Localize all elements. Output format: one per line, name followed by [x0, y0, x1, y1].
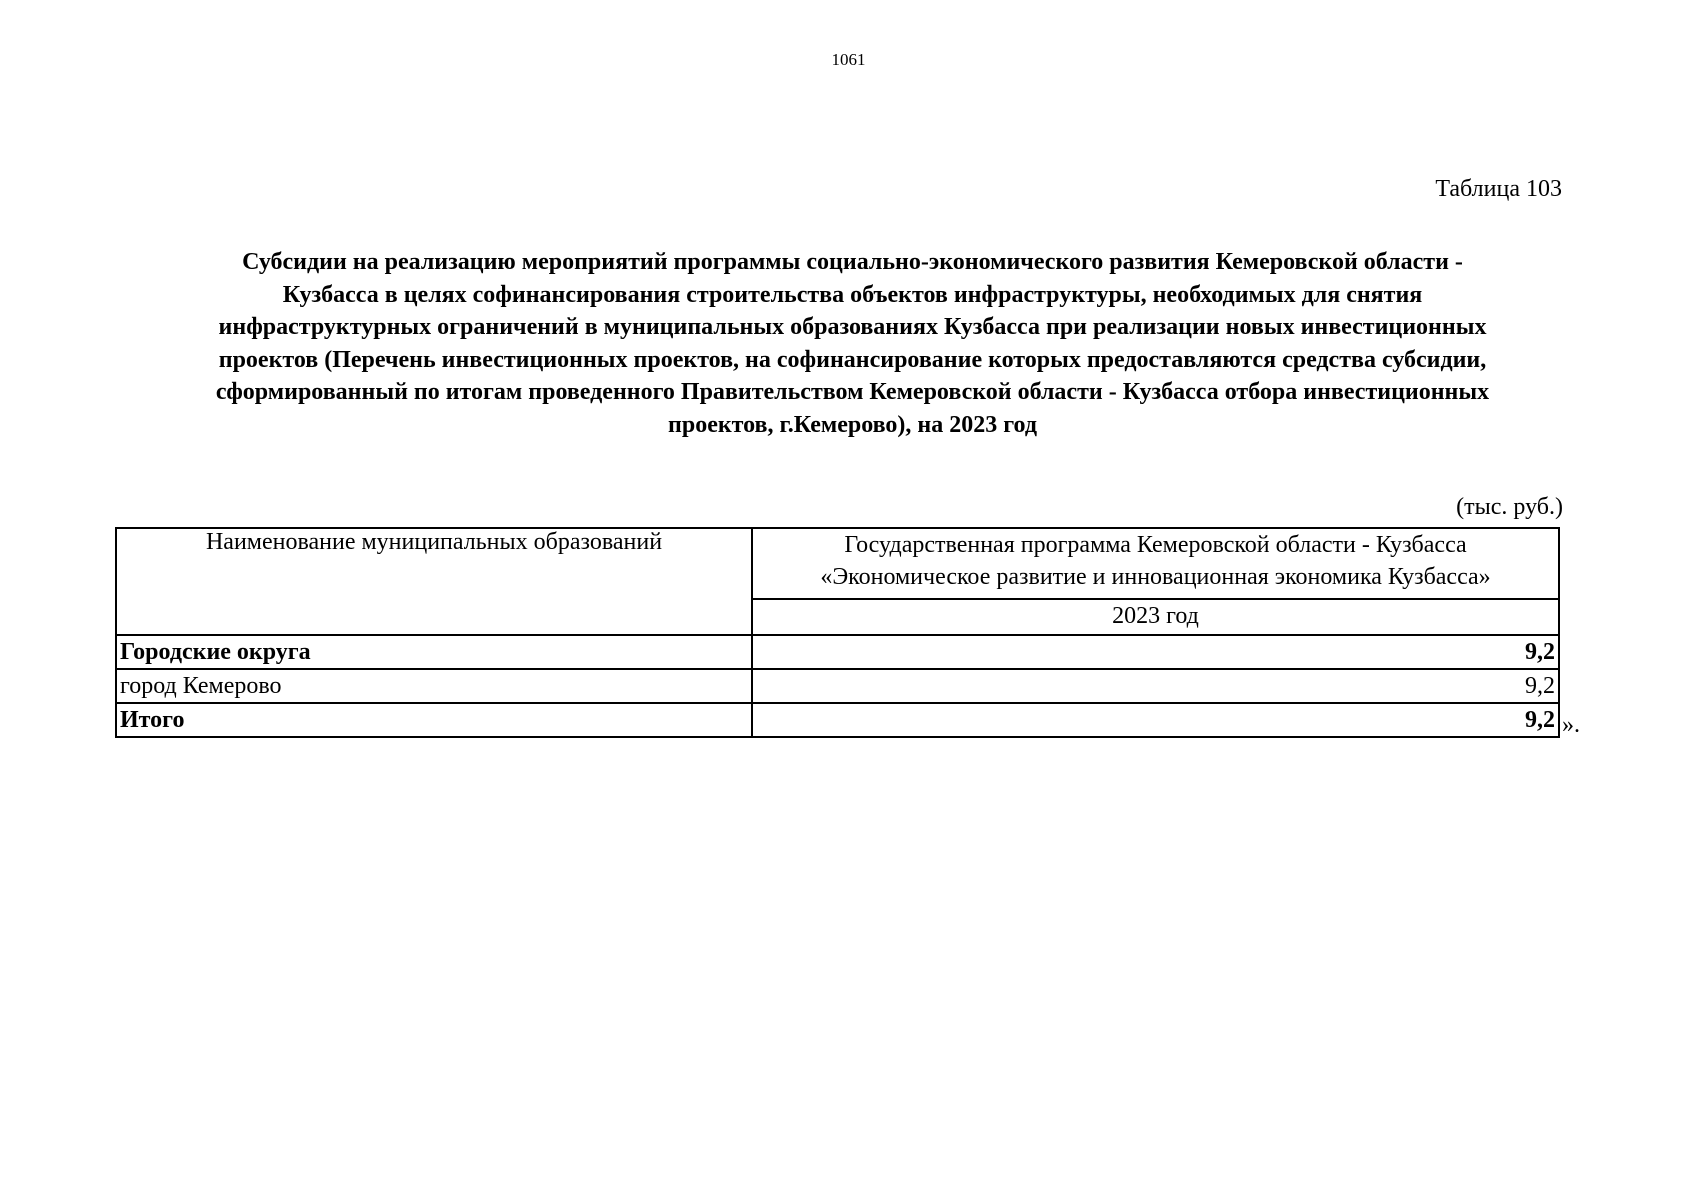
- document-title: [120, 246, 1585, 441]
- row-name-cell: Итого: [116, 703, 752, 737]
- closing-quote-mark: ».: [1562, 712, 1580, 738]
- row-value-cell: 9,2: [752, 635, 1559, 669]
- row-name-cell: город Кемерово: [116, 669, 752, 703]
- table-label: Таблица 103: [1435, 176, 1562, 202]
- row-value-cell: 9,2: [752, 703, 1559, 737]
- title-line: сформированный по итогам проведенного Правительством Кемеровской области - Кузбасса отбора инвестиционных: [215, 379, 1490, 405]
- title-line: проектов (Перечень инвестиционных проектов, на софинансирование которых предоставляются средства субсидии,: [218, 346, 1487, 373]
- table-row: [116, 635, 1559, 669]
- subsidy-table: [115, 527, 1560, 738]
- title-line: Субсидии на реализацию мероприятий программы социально-экономического развития Кемеровской области -: [242, 249, 1463, 275]
- title-line: инфраструктурных ограничений в муниципальных образованиях Кузбасса при реализации новых инвестиционных: [218, 314, 1487, 340]
- header-program-cell: [752, 528, 1559, 599]
- title-line: Кузбасса в целях софинансирования строительства объектов инфраструктуры, необходимых для снятия: [282, 281, 1423, 308]
- table-row: [116, 703, 1559, 737]
- table-row: [116, 669, 1559, 703]
- row-name-cell: Городские округа: [116, 635, 752, 669]
- header-name-cell: Наименование муниципальных образований: [116, 528, 752, 635]
- units-label: (тыс. руб.): [1456, 494, 1563, 520]
- title-line: проектов, г.Кемерово), на 2023 год: [668, 411, 1037, 438]
- row-value-cell: 9,2: [752, 669, 1559, 703]
- header-program-line: «Экономическое развитие и инновационная экономика Кузбасса»: [820, 564, 1491, 590]
- page-number: 1061: [831, 50, 866, 69]
- header-program-line: Государственная программа Кемеровской области - Кузбасса: [844, 532, 1467, 558]
- table-header-row: [116, 528, 1559, 599]
- header-year-cell: 2023 год: [752, 599, 1559, 635]
